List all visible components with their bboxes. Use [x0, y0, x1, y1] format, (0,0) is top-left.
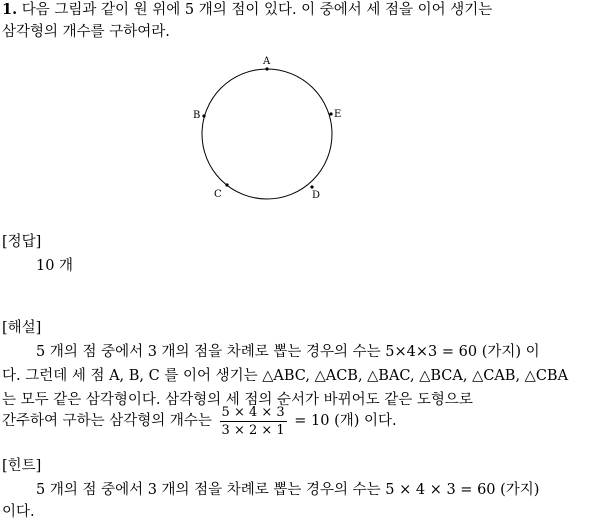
- fraction-denominator: 3 × 2 × 1: [221, 422, 285, 438]
- point-d: [310, 185, 313, 188]
- question-text-1: 다음 그림과 같이 원 위에 5 개의 점이 있다. 이 중에서 세 점을 이어 생기는: [21, 2, 493, 18]
- point-b: [202, 114, 205, 117]
- hint-header: [힌트]: [2, 458, 42, 474]
- point-label-c: C: [214, 189, 222, 200]
- answer-value: 10 개: [36, 258, 74, 274]
- fraction: [220, 405, 287, 438]
- solution-line-4-post: = 10 (개) 이다.: [294, 413, 397, 429]
- solution-line-4: [2, 404, 397, 438]
- question-number: 1.: [2, 1, 18, 18]
- solution-line-1: 5 개의 점 중에서 3 개의 점을 차례로 뽑는 경우의 수는 5×4×3 = 60 (가지) 이: [36, 344, 540, 360]
- question-line-1: [2, 0, 492, 20]
- question-text-2: 삼각형의 개수를 구하여라.: [2, 24, 170, 40]
- fraction-numerator: 5 × 4 × 3: [221, 404, 285, 420]
- solution-header: [해설]: [2, 320, 42, 336]
- hint-line-1: 5 개의 점 중에서 3 개의 점을 차례로 뽑는 경우의 수는 5 × 4 × 3 = 60 (가지): [36, 482, 540, 498]
- point-a: [265, 67, 268, 70]
- point-label-a: A: [263, 56, 271, 67]
- circle-figure: [190, 50, 360, 220]
- point-e: [329, 112, 332, 115]
- point-c: [225, 183, 228, 186]
- solution-line-4-pre: 간주하여 구하는 삼각형의 개수는: [2, 413, 212, 429]
- point-label-b: B: [193, 110, 201, 121]
- point-label-d: D: [312, 190, 321, 201]
- solution-line-3: 는 모두 같은 삼각형이다. 삼각형의 세 점의 순서가 바뀌어도 같은 도형으로: [2, 392, 473, 408]
- answer-header: [정답]: [2, 234, 42, 250]
- solution-line-2: 다. 그런데 세 점 A, B, C 를 이어 생기는 △ABC, △ACB, △BAC, △BCA, △CAB, △CBA: [2, 368, 569, 384]
- hint-line-2: 이다.: [2, 504, 35, 520]
- point-label-e: E: [334, 109, 342, 120]
- circle: [202, 69, 332, 199]
